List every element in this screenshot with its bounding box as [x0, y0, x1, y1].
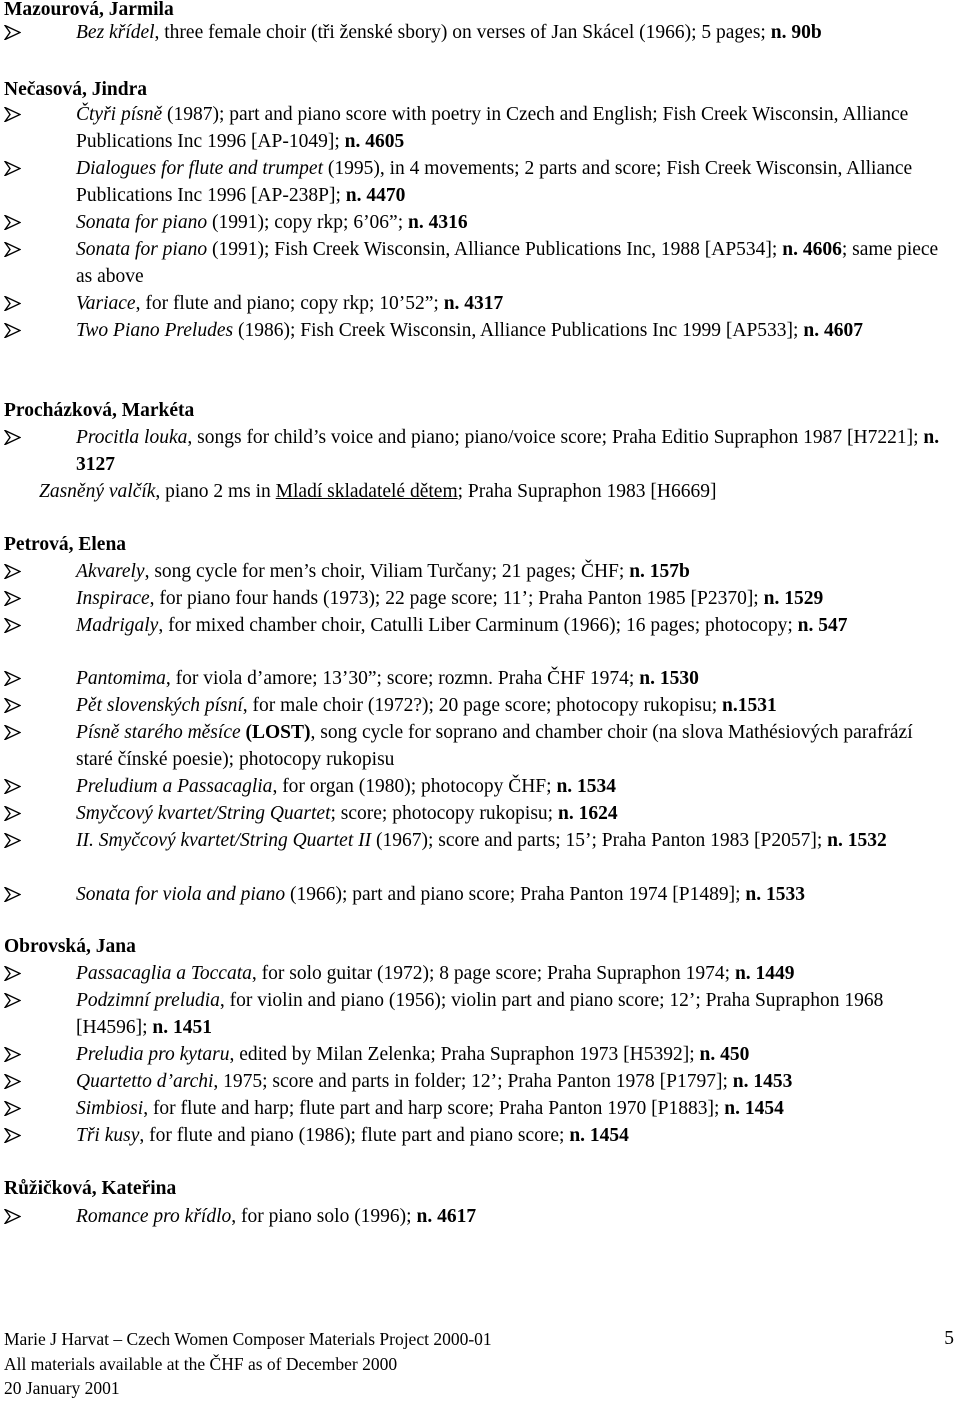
work-title: Bez křídel — [76, 22, 155, 43]
lost-marker: (LOST) — [245, 722, 311, 743]
work-title: Tři kusy — [76, 1125, 140, 1146]
work-details: , for flute and harp; flute part and harp score; Praha Panton 1970 [P1883]; — [143, 1098, 725, 1119]
work-details: , for piano solo (1996); — [231, 1206, 417, 1227]
catalog-number: n. 1533 — [745, 884, 806, 905]
arrow-bullet-icon — [4, 107, 21, 122]
arrow-bullet-icon — [4, 1047, 21, 1062]
work-title: II. Smyčcový kvartet/String Quartet II — [76, 830, 372, 851]
composer-heading: Mazourová, Jarmila — [4, 0, 174, 20]
catalog-number: n. 1624 — [557, 803, 618, 824]
list-item — [76, 290, 952, 317]
arrow-bullet-icon — [4, 591, 21, 606]
work-details: , song cycle for men’s choir, Viliam Turčany; 21 pages; ČHF; — [144, 561, 630, 582]
work-details: , for piano four hands (1973); 22 page score; 11’; Praha Panton 1985 [P2370]; — [149, 588, 764, 609]
list-item — [76, 665, 952, 692]
catalog-number: n. 90b — [770, 22, 822, 43]
list-item — [76, 1041, 952, 1068]
catalog-number: n. 1532 — [827, 830, 887, 851]
page-number: 5 — [944, 1328, 954, 1349]
catalog-number: n. 1530 — [639, 668, 699, 689]
work-title: Preludium a Passacaglia — [76, 776, 273, 797]
arrow-bullet-icon — [4, 564, 21, 579]
composer-heading: Nečasová, Jindra — [4, 79, 147, 100]
list-item — [76, 1095, 952, 1122]
work-details: , for solo guitar (1972); 8 page score; Praha Supraphon 1974; — [251, 963, 735, 984]
arrow-bullet-icon — [4, 1128, 21, 1143]
work-details: (1967); score and parts; 15’; Praha Panton 1983 [P2057]; — [371, 830, 828, 851]
work-details: (1995), in 4 movements; 2 parts and score; Fish Creek Wisconsin, Alliance Publications Inc 1996 [AP-238P]; — [76, 158, 913, 206]
arrow-bullet-icon — [4, 215, 21, 230]
footer-availability-line: All materials available at the ČHF as of December 2000 — [4, 1353, 398, 1374]
catalog-number: n. 1449 — [734, 963, 795, 984]
work-title: Čtyři písně — [76, 104, 163, 125]
work-title: Pět slovenských písní — [76, 695, 243, 716]
work-details: , three female choir (tři ženské sbory) on verses of Jan Skácel (1966); 5 pages; — [154, 22, 771, 43]
arrow-bullet-icon — [4, 323, 21, 338]
work-title: Podzimní preludia — [76, 990, 220, 1011]
work-details: , 1975; score and parts in folder; 12’; Praha Panton 1978 [P1797]; — [213, 1071, 733, 1092]
arrow-bullet-icon — [4, 698, 21, 713]
work-details: , for flute and piano (1986); flute part and piano score; — [139, 1125, 570, 1146]
list-item — [76, 236, 952, 290]
list-item — [76, 960, 952, 987]
catalog-number: n. 4470 — [345, 185, 406, 206]
work-details: , for mixed chamber choir, Catulli Liber Carminum (1966); 16 pages; photocopy; — [158, 615, 798, 636]
work-title: Akvarely — [76, 561, 145, 582]
work-details: , song cycle for soprano and chamber choir (na slova Mathésiových parafrází staré čínské poesie); photocopy rukopisu — [76, 722, 913, 770]
work-title: Madrigaly — [76, 615, 159, 636]
list-item — [76, 209, 952, 236]
composer-heading: Růžičková, Kateřina — [4, 1178, 177, 1199]
footer-date-line: 20 January 2001 — [4, 1378, 120, 1398]
list-item — [76, 827, 952, 854]
work-details: , for male choir (1972?); 20 page score; photocopy rukopisu; — [242, 695, 723, 716]
arrow-bullet-icon — [4, 242, 21, 257]
arrow-bullet-icon — [4, 430, 21, 445]
composer-heading: Petrová, Elena — [4, 534, 127, 555]
list-item — [76, 881, 952, 908]
work-details: (1987); part and piano score with poetry in Czech and English; Fish Creek Wisconsin, Alliance Publications Inc 1996 [AP-1049]; — [76, 104, 909, 152]
list-item — [76, 612, 952, 639]
work-details: (1991); copy rkp; 6’06”; — [207, 212, 409, 233]
work-title: Procitla louka — [76, 427, 188, 448]
work-details: , edited by Milan Zelenka; Praha Supraphon 1973 [H5392]; — [229, 1044, 700, 1065]
work-title: Dialogues for flute and trumpet — [76, 158, 323, 179]
work-title: Variace — [76, 293, 136, 314]
work-details: , for violin and piano (1956); violin part and piano score; 12’; Praha Supraphon 1968 [H4596]; — [76, 990, 884, 1038]
catalog-number: n. 1534 — [556, 776, 617, 797]
list-item — [76, 19, 952, 46]
work-title: Quartetto d’archi — [76, 1071, 214, 1092]
list-item — [76, 800, 952, 827]
work-details: , piano 2 ms in — [155, 481, 276, 502]
work-title: Zasněný valčík — [39, 481, 156, 502]
catalog-number: n. 4617 — [416, 1206, 477, 1227]
composer-heading: Procházková, Markéta — [4, 400, 195, 421]
catalog-number: n. 1451 — [152, 1017, 212, 1038]
work-title: Preludia pro kytaru — [76, 1044, 230, 1065]
arrow-bullet-icon — [4, 779, 21, 794]
arrow-bullet-icon — [4, 1209, 21, 1224]
catalog-number: n. 1453 — [732, 1071, 793, 1092]
list-item — [76, 1122, 952, 1149]
footer-project-line: Marie J Harvat – Czech Women Composer Materials Project 2000-01 — [4, 1329, 492, 1349]
work-title: Simbiosi — [76, 1098, 144, 1119]
work-details: , for flute and piano; copy rkp; 10’52”; — [135, 293, 444, 314]
work-details: , for viola d’amore; 13’30”; score; rozmn. Praha ČHF 1974; — [165, 668, 640, 689]
work-title: Smyčcový kvartet/String Quartet — [76, 803, 331, 824]
arrow-bullet-icon — [4, 296, 21, 311]
page-footer — [4, 1327, 492, 1401]
work-title: Inspirace — [76, 588, 150, 609]
arrow-bullet-icon — [4, 725, 21, 740]
composer-heading: Obrovská, Jana — [4, 936, 136, 957]
work-title: Two Piano Preludes — [76, 320, 234, 341]
work-title: Sonata for viola and piano — [76, 884, 286, 905]
work-title: Sonata for piano — [76, 239, 208, 260]
catalog-number: n. 4606 — [782, 239, 842, 260]
work-details: ; Praha Supraphon 1983 [H6669] — [457, 481, 717, 502]
arrow-bullet-icon — [4, 161, 21, 176]
list-item — [76, 424, 952, 478]
work-details: , for organ (1980); photocopy ČHF; — [272, 776, 557, 797]
arrow-bullet-icon — [4, 966, 21, 981]
catalog-number: n. 450 — [699, 1044, 750, 1065]
catalog-number: n. 4607 — [803, 320, 863, 341]
arrow-bullet-icon — [4, 887, 21, 902]
catalog-number: n. 4317 — [443, 293, 504, 314]
list-item — [76, 719, 952, 773]
work-title: Passacaglia a Toccata — [76, 963, 252, 984]
catalog-number: n. 4605 — [344, 131, 405, 152]
catalog-number: n. 157b — [629, 561, 690, 582]
catalog-number: n. 1454 — [724, 1098, 784, 1119]
work-details: (1966); part and piano score; Praha Panton 1974 [P1489]; — [285, 884, 746, 905]
arrow-bullet-icon — [4, 806, 21, 821]
work-note: ; same piece as above — [76, 239, 939, 287]
work-title: Písně starého měsíce — [76, 722, 241, 743]
arrow-bullet-icon — [4, 25, 21, 40]
arrow-bullet-icon — [4, 618, 21, 633]
arrow-bullet-icon — [4, 1074, 21, 1089]
list-item — [39, 478, 915, 505]
catalog-number: n. 4316 — [408, 212, 468, 233]
collection-title: Mladí skladatelé dětem — [275, 481, 458, 502]
work-details: (1986); Fish Creek Wisconsin, Alliance Publications Inc 1999 [AP533]; — [233, 320, 804, 341]
work-details: (1991); Fish Creek Wisconsin, Alliance Publications Inc, 1988 [AP534]; — [207, 239, 783, 260]
list-item — [76, 773, 952, 800]
catalog-number: n. 1529 — [763, 588, 824, 609]
arrow-bullet-icon — [4, 1101, 21, 1116]
work-details: ; score; photocopy rukopisu; — [330, 803, 558, 824]
catalog-number: n. 547 — [797, 615, 848, 636]
work-title: Pantomima — [76, 668, 166, 689]
list-item — [76, 155, 952, 209]
catalog-number: n. 1454 — [569, 1125, 629, 1146]
arrow-bullet-icon — [4, 993, 21, 1008]
work-details: , songs for child’s voice and piano; piano/voice score; Praha Editio Supraphon 1987 [H7221]; — [187, 427, 924, 448]
list-item — [76, 692, 952, 719]
list-item — [76, 317, 952, 344]
list-item — [76, 558, 952, 585]
work-title: Romance pro křídlo — [76, 1206, 232, 1227]
catalog-number: n. 3127 — [76, 427, 940, 475]
catalog-number: n.1531 — [722, 695, 777, 716]
arrow-bullet-icon — [4, 833, 21, 848]
list-item — [76, 1068, 952, 1095]
list-item — [76, 987, 952, 1041]
list-item — [76, 1203, 952, 1230]
work-title: Sonata for piano — [76, 212, 208, 233]
list-item — [76, 101, 952, 155]
list-item — [76, 585, 952, 612]
arrow-bullet-icon — [4, 671, 21, 686]
